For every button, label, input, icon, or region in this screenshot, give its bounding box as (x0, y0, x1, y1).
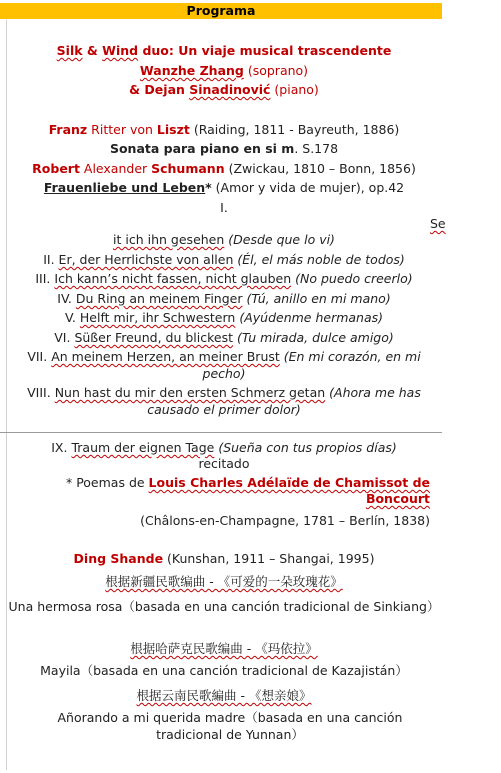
composer-liszt: Franz Ritter von Liszt (Raiding, 1811 - Bayreuth, 1886) (48, 122, 400, 137)
piece-3-spanish: Añorando a mi querida madre（basada en una canción tradicional de Yunnan） (57, 710, 403, 742)
piece-2-spanish: Mayila（basada en una canción tradicional de Kazajistán） (40, 663, 408, 678)
piece-1-spanish: Una hermosa rosa（basada en una canción tradicional de Sinkiang） (8, 599, 440, 614)
song-3: III. Ich kann’s nicht fassen, nicht glauben (No puedo creerlo) (35, 271, 413, 286)
footnote-poems: * Poemas de Louis Charles Adélaïde de Chamissot de Boncourt (65, 475, 430, 506)
footnote-details: (Châlons-en-Champagne, 1781 – Berlín, 1838) (140, 513, 430, 528)
song-8: VIII. Nun hast du mir den ersten Schmerz getan (Ahora me has causado el primer dolor) (27, 385, 421, 417)
song-5: V. Helft mir, ihr Schwestern (Ayúdenme hermanas) (64, 310, 384, 325)
performer-piano: & Dejan Sinadinović (piano) (129, 82, 319, 97)
song-1-overflow-fragment: Se (430, 216, 446, 231)
page-break-line (0, 432, 442, 433)
song-7: VII. An meinem Herzen, an meiner Brust (En mi corazón, en mi pecho) (27, 349, 421, 381)
song-2: II. Er, der Herrlichste von allen (Él, el más noble de todos) (43, 252, 405, 267)
song-4: IV. Du Ring an meinem Finger (Tú, anillo en mi mano) (57, 291, 391, 306)
program-heading: Programa (186, 3, 256, 18)
song-9: IX. Traum der eignen Tage (Sueña con tus propios días) (51, 440, 397, 455)
song-6: VI. Süßer Freund, du blickest (Tu mirada, dulce amigo) (54, 330, 394, 345)
composer-schumann: Robert Alexander Schumann (Zwickau, 1810 – Bonn, 1856) (32, 161, 416, 176)
work-frauenliebe: Frauenliebe und Leben* (Amor y vida de mujer), op.42 (43, 180, 405, 195)
piece-1-chinese: 根据新疆民歌编曲 - 《可爱的一朵玫瑰花》 (105, 574, 343, 589)
performer-soprano: Wanzhe Zhang (soprano) (139, 63, 309, 78)
composer-ding-shande: Ding Shande (Kunshan, 1911 – Shangai, 1995) (73, 551, 375, 566)
concert-title: Silk & Wind duo: Un viaje musical trascendente (56, 43, 392, 58)
work-liszt-sonata: Sonata para piano en si m. S.178 (109, 141, 339, 156)
song-1-number: I. (220, 200, 228, 215)
song-1-title: it ich ihn gesehen (Desde que lo vi) (113, 232, 335, 247)
piece-2-chinese: 根据哈萨克民歌编曲 - 《玛依拉》 (130, 641, 318, 656)
song-9-note: recitado (198, 456, 250, 471)
page-left-border (6, 20, 7, 770)
piece-3-chinese: 根据云南民歌編曲 - 《想亲娘》 (136, 688, 312, 703)
